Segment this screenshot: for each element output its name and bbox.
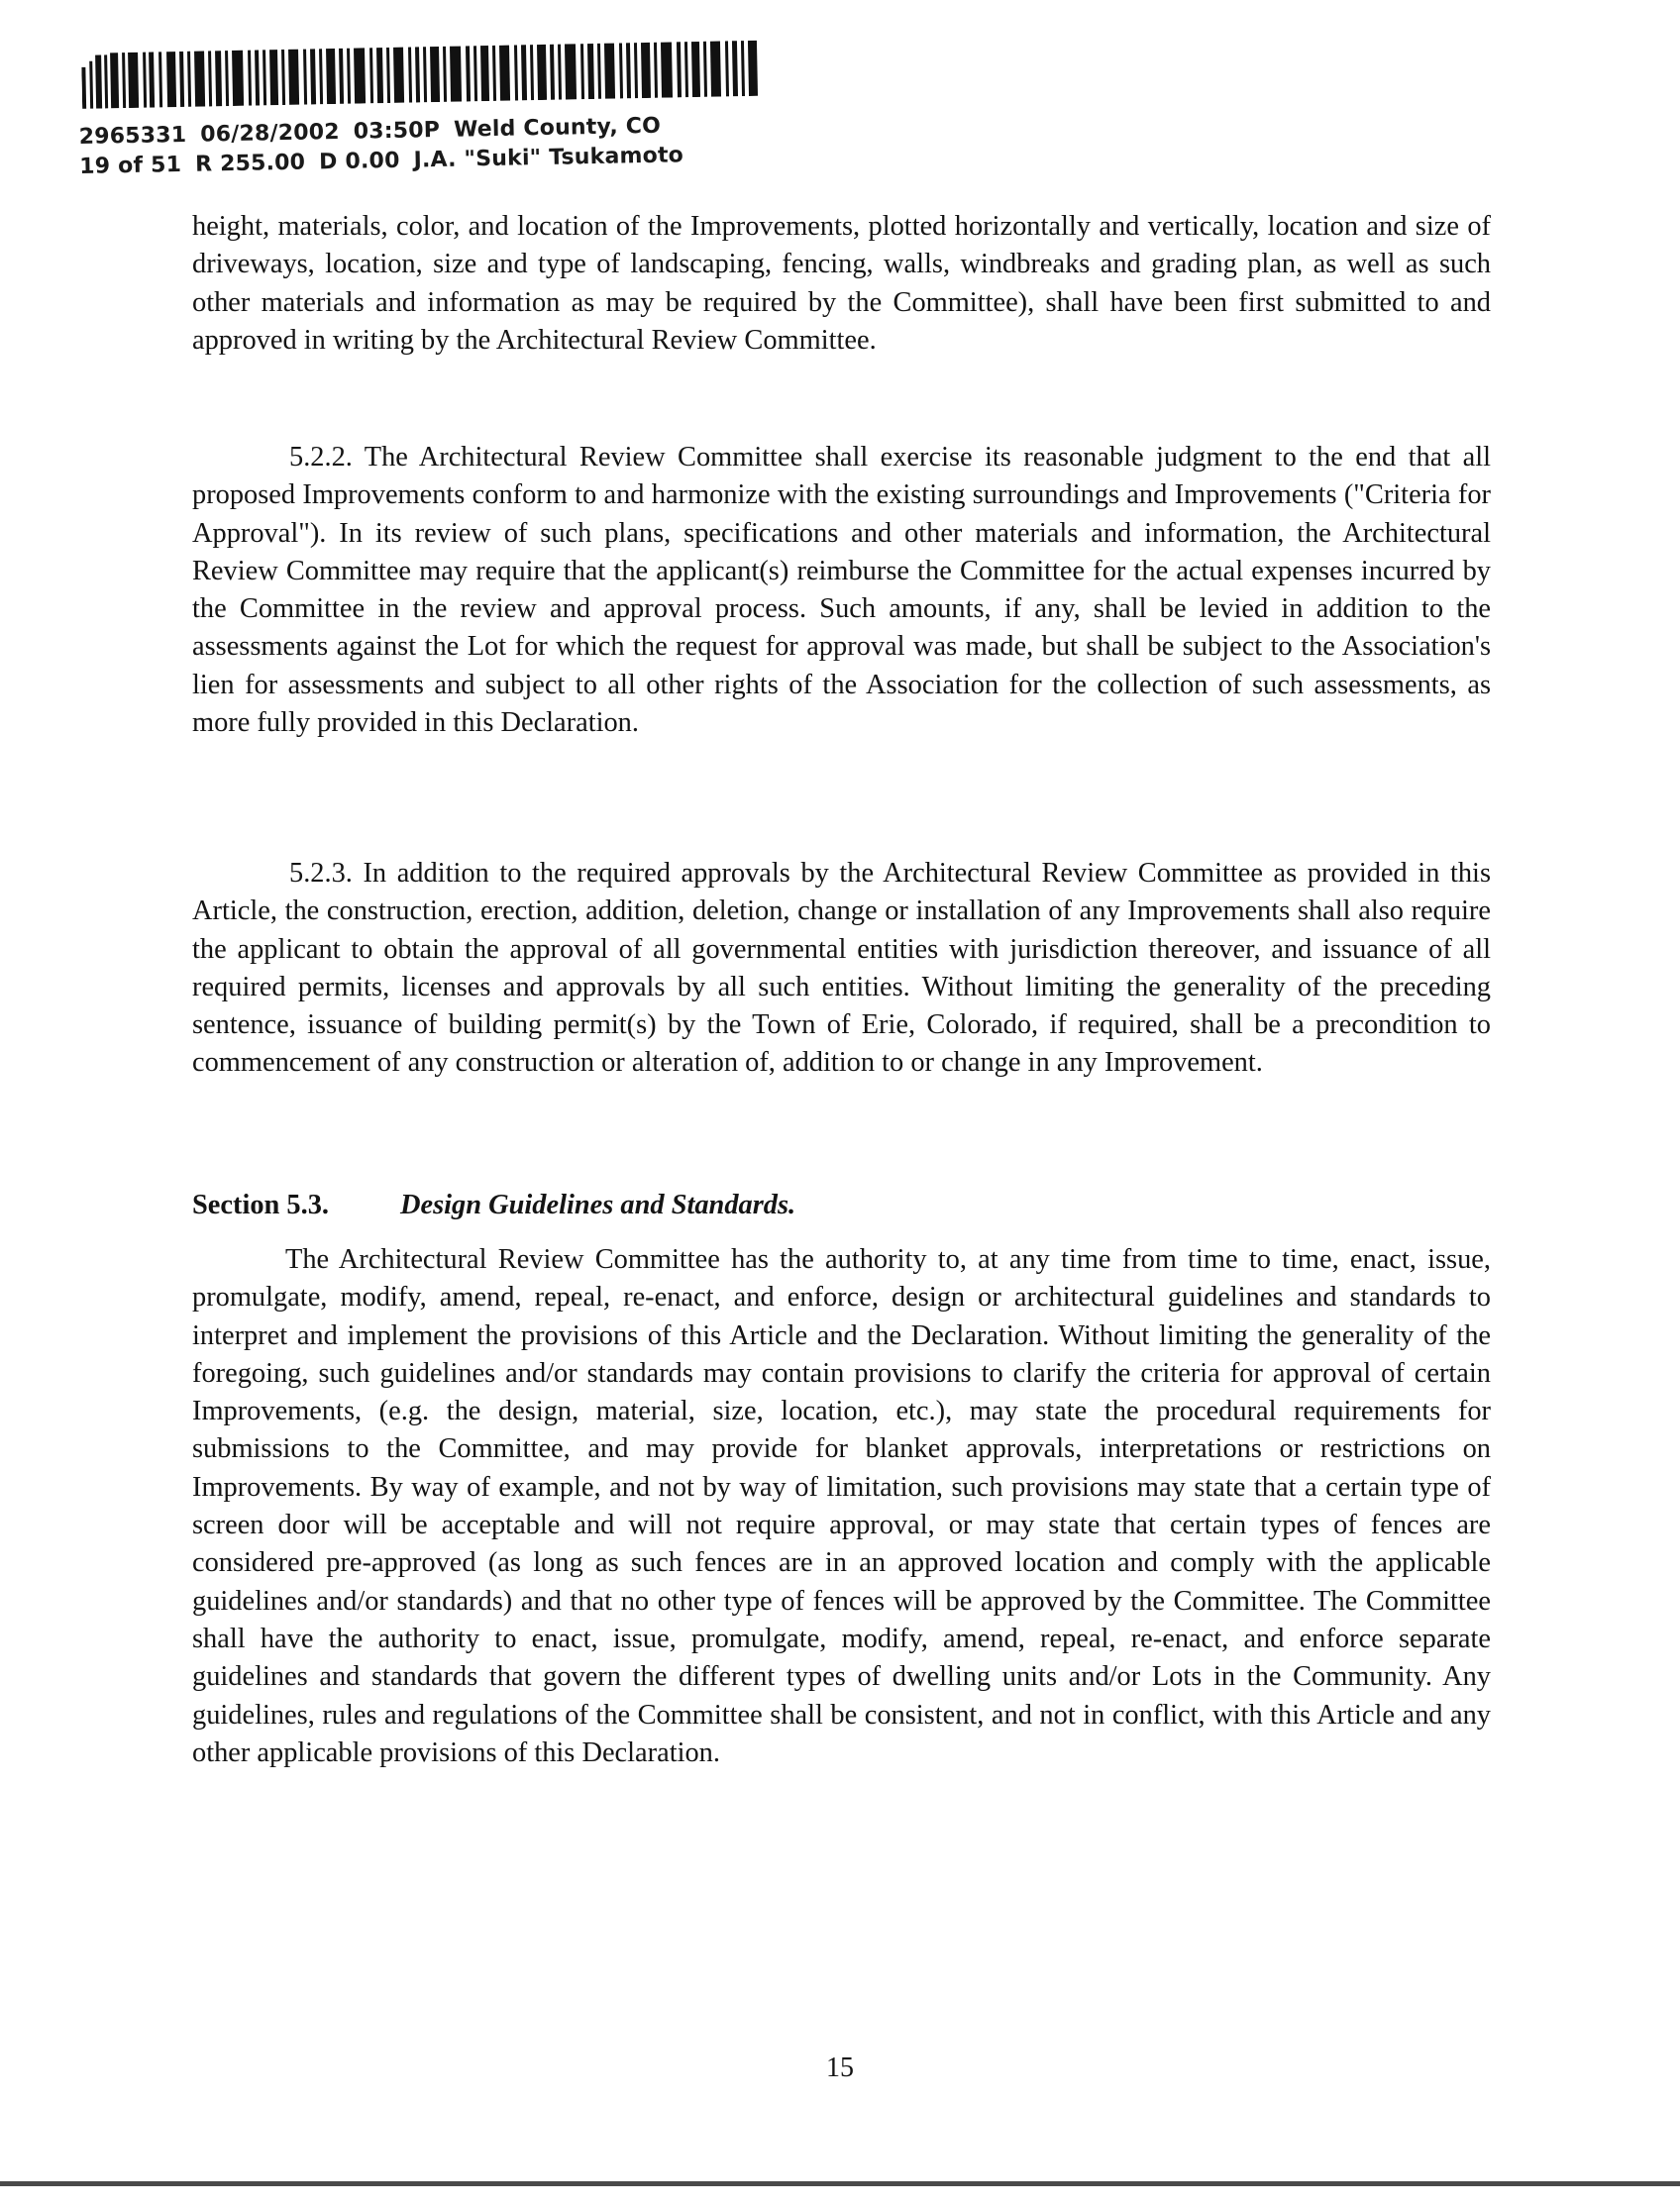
section-number: Section 5.3. <box>192 1190 330 1220</box>
recording-date: 06/28/2002 <box>199 119 340 148</box>
page-number: 15 <box>826 2052 854 2083</box>
recording-stamp <box>77 36 793 198</box>
recorder-name: J.A. "Suki" Tsukamoto <box>413 143 684 173</box>
doc-fee: D 0.00 <box>318 148 400 175</box>
county-name: Weld County, CO <box>453 113 662 143</box>
section-title: Design Guidelines and Standards. <box>400 1190 796 1220</box>
section-heading <box>192 1187 796 1224</box>
section-5-3-paragraph: The Architectural Review Committee has the authority to, at any time from time to time, enact, issue, promulgate, modify, amend, repeal, re-enact, and enforce, design or architectural guidelines and standards to interpret and implement the provisions of this Article and the Declaration. Without limiting the generality of the foregoing, such guidelines and/or standards may contain provisions to clarify the criteria for approval of certain Improvements, (e.g. the design, material, size, location, etc.), may state the procedural requirements for submissions to the Committee, and may provide for blanket approvals, interpretations or restrictions on Improvements. By way of example, and not by way of limitation, such provisions may state that a certain type of screen door will be acceptable and will not require approval, or may state that certain types of fences are considered pre-approved (as long as such fences are in an approved location and comply with the applicable guidelines and/or standards) and that no other type of fences will be approved by the Committee. The Committee shall have the authority to enact, issue, promulgate, modify, amend, repeal, re-enact, and enforce separate guidelines and standards that govern the different types of dwelling units and/or Lots in the Community. Any guidelines, rules and regulations of the Committee shall be consistent, and not in conflict, with this Article and any other applicable provisions of this Declaration. <box>192 1244 1491 1768</box>
recording-fee: R 255.00 <box>194 150 306 177</box>
reception-number: 2965331 <box>78 122 187 150</box>
stamp-line-2 <box>79 143 697 179</box>
barcode-image <box>81 37 766 109</box>
recording-time: 03:50P <box>353 117 441 145</box>
paragraph-5-2-2: 5.2.2. The Architectural Review Committee shall exercise its reasonable judgment to the end that all proposed Improvements conform to and harmonize with the existing surroundings and Improvements ("Criteria for Approval"). In its review of such plans, specifications and other materials and information, the Architectural Review Committee may require that the applicant(s) reimburse the Committee for the actual expenses incurred by the Committee in the review and approval process. Such amounts, if any, shall be levied in addition to the assessments against the Lot for which the request for approval was made, but shall be subject to the Association's lien for assessments and subject to all other rights of the Association for the collection of such assessments, as more fully provided in this Declaration. <box>192 442 1491 739</box>
page-info: 19 of 51 <box>79 153 182 179</box>
paragraph-5-2-3: 5.2.3. In addition to the required approvals by the Architectural Review Committee as provided in this Article, the construction, erection, addition, deletion, change or installation of any Improvements shall also require the applicant to obtain the approval of all governmental entities with jurisdiction thereover, and issuance of all required permits, licenses and approvals by all such entities. Without limiting the generality of the preceding sentence, issuance of building permit(s) by the Town of Erie, Colorado, if required, shall be a precondition to commencement of any construction or alteration of, addition to or change in any Improvement. <box>192 858 1491 1079</box>
bottom-scan-edge <box>0 2181 1680 2186</box>
continued-paragraph: height, materials, color, and location of the Improvements, plotted horizontally and vertically, location and size of driveways, location, size and type of landscaping, fencing, walls, windbreaks and grading plan, as well as such other materials and information as may be required by the Committee), shall have been first submitted to and approved in writing by the Architectural Review Committee. <box>192 211 1491 356</box>
